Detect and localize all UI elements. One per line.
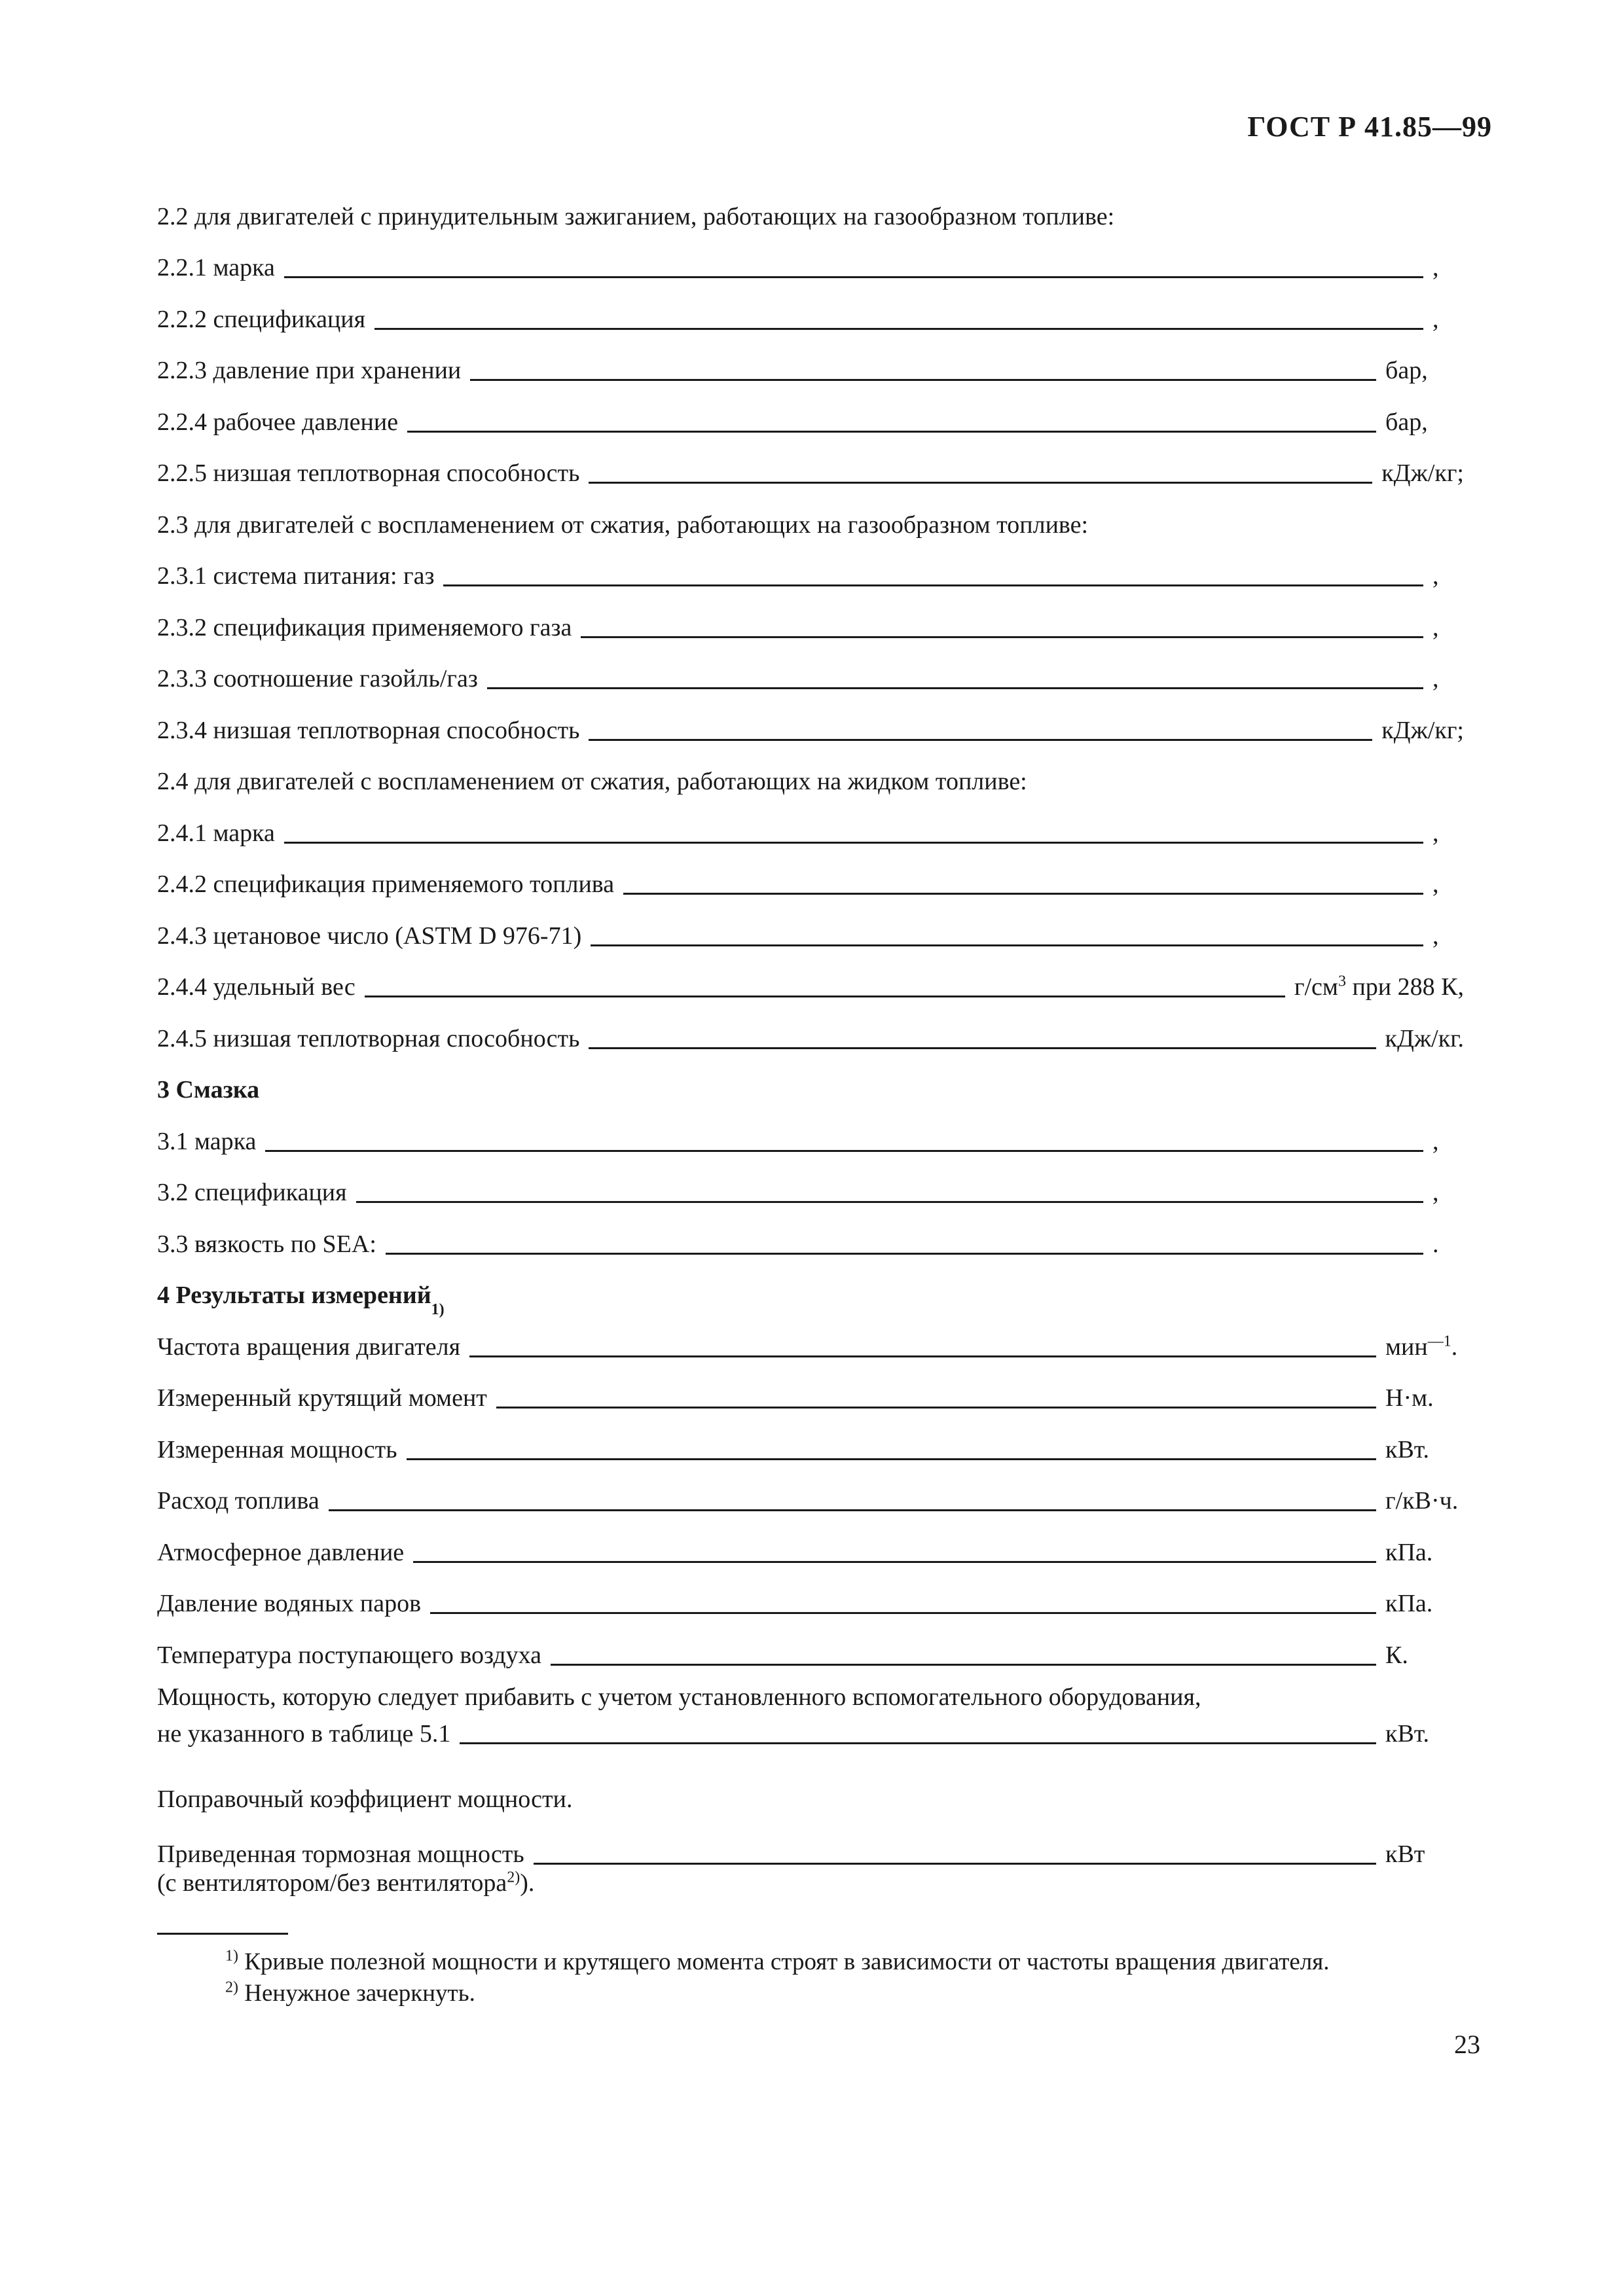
fill-in-field[interactable] xyxy=(589,1047,1376,1049)
fill-in-field[interactable] xyxy=(265,1149,1423,1152)
section-heading xyxy=(157,754,1464,806)
row-unit xyxy=(1432,819,1464,848)
fill-in-field[interactable] xyxy=(430,1611,1376,1614)
form-rows xyxy=(157,188,1464,1679)
unit-text: бар, xyxy=(1385,408,1428,436)
fill-in-field[interactable] xyxy=(329,1509,1376,1511)
row-unit xyxy=(1385,1486,1464,1515)
unit-text: , xyxy=(1432,613,1439,641)
row-label: 2.2.5 низшая теплотворная способность xyxy=(157,459,580,487)
unit-text: г/кВ·ч. xyxy=(1385,1487,1459,1515)
row-label: Измеренная мощность xyxy=(157,1435,397,1463)
row-label: 2.3.3 соотношение газойль/газ xyxy=(157,665,478,692)
fill-in-field[interactable] xyxy=(284,276,1423,278)
row-label: 3.1 марка xyxy=(157,1127,257,1155)
form-row xyxy=(157,343,1464,395)
brake-power-unit: кВт xyxy=(1385,1840,1425,1868)
row-label: 3.2 спецификация xyxy=(157,1179,347,1206)
row-label: 2.3.2 спецификация применяемого газа xyxy=(157,613,572,641)
row-label: 2.4 для двигателей с воспламенением от сжатия, работающих на жидком топливе: xyxy=(157,768,1027,795)
unit-superscript: 3 xyxy=(1338,973,1346,990)
fill-in-field[interactable] xyxy=(407,430,1376,433)
footnote-1 xyxy=(157,1946,1464,1978)
footnote-2-mark: 2) xyxy=(225,1979,238,1996)
fill-in-field[interactable] xyxy=(407,1458,1376,1460)
fill-in-field[interactable] xyxy=(374,327,1423,330)
additional-power-field[interactable] xyxy=(460,1742,1376,1744)
unit-text: , xyxy=(1432,870,1439,898)
unit-text: кПа. xyxy=(1385,1590,1433,1617)
row-unit xyxy=(1432,870,1464,899)
footnotes xyxy=(157,1946,1464,2009)
brake-power-field[interactable] xyxy=(534,1862,1376,1865)
row-unit xyxy=(1432,562,1464,590)
row-unit xyxy=(1385,1538,1464,1567)
unit-text: кПа. xyxy=(1385,1538,1433,1566)
row-unit xyxy=(1385,1589,1464,1618)
additional-power-unit: кВт. xyxy=(1385,1719,1430,1748)
brake-power-note-text: (с вентилятором/без вентилятора xyxy=(157,1869,507,1897)
fill-in-field[interactable] xyxy=(356,1200,1423,1203)
row-unit xyxy=(1432,1127,1464,1156)
fill-in-field[interactable] xyxy=(470,378,1376,381)
form-row xyxy=(157,394,1464,446)
form-row xyxy=(157,960,1464,1011)
row-unit xyxy=(1381,716,1464,745)
fill-in-field[interactable] xyxy=(496,1406,1376,1408)
fill-in-field[interactable] xyxy=(551,1663,1376,1666)
footnote-1-mark: 1) xyxy=(225,1947,238,1965)
fill-in-field[interactable] xyxy=(623,892,1423,895)
row-label: 2.3 для двигателей с воспламенением от сжатия, работающих на газообразном топливе: xyxy=(157,511,1089,539)
row-unit xyxy=(1432,664,1464,693)
row-unit xyxy=(1381,459,1464,488)
row-label: 4 Результаты измерений xyxy=(157,1282,431,1309)
row-label: 2.2.3 давление при хранении xyxy=(157,357,462,384)
form-row xyxy=(157,446,1464,497)
row-label: 2.4.1 марка xyxy=(157,819,275,847)
row-label: 2.4.2 спецификация применяемого топлива xyxy=(157,870,615,898)
brake-power-note-mark: 2) xyxy=(507,1868,520,1886)
footnote-2-text: Ненужное зачеркнуть. xyxy=(238,1979,475,2007)
form-row xyxy=(157,1524,1464,1576)
unit-tail: при 288 К, xyxy=(1345,973,1464,1001)
unit-text: кДж/кг; xyxy=(1381,716,1464,744)
form-row xyxy=(157,1422,1464,1473)
unit-text: , xyxy=(1432,1179,1439,1206)
fill-in-field[interactable] xyxy=(443,584,1423,586)
unit-text: , xyxy=(1432,254,1439,281)
row-label: 2.3.1 система питания: газ xyxy=(157,562,435,590)
form-row xyxy=(157,1216,1464,1268)
row-unit xyxy=(1385,356,1464,385)
form-row xyxy=(157,702,1464,754)
fill-in-field[interactable] xyxy=(469,1355,1376,1357)
correction-factor-row xyxy=(157,1757,1464,1823)
row-unit xyxy=(1432,253,1464,282)
row-unit xyxy=(1432,1230,1464,1259)
row-unit xyxy=(1432,305,1464,334)
row-label: 2.2.2 спецификация xyxy=(157,305,366,333)
form-row xyxy=(157,857,1464,908)
correction-factor-label: Поправочный коэффициент мощности. xyxy=(157,1785,573,1813)
row-unit xyxy=(1385,1024,1464,1053)
unit-text: . xyxy=(1432,1230,1439,1258)
form-row xyxy=(157,1113,1464,1165)
additional-power-label-line2: не указанного в таблице 5.1 xyxy=(157,1719,451,1748)
unit-text: кВт. xyxy=(1385,1435,1430,1463)
row-unit xyxy=(1294,973,1464,1001)
form-content xyxy=(157,188,1464,2009)
form-row xyxy=(157,240,1464,292)
brake-power-label: Приведенная тормозная мощность xyxy=(157,1840,524,1868)
form-row xyxy=(157,1011,1464,1062)
row-label: 2.4.4 удельный вес xyxy=(157,973,356,1001)
fill-in-field[interactable] xyxy=(365,995,1285,997)
unit-text: кДж/кг; xyxy=(1381,459,1464,487)
form-row xyxy=(157,1165,1464,1217)
row-label: Давление водяных паров xyxy=(157,1590,422,1617)
row-label: Атмосферное давление xyxy=(157,1538,405,1566)
row-label: 2.4.5 низшая теплотворная способность xyxy=(157,1024,580,1052)
row-label: 2.2 для двигателей с принудительным зажиганием, работающих на газообразном топливе: xyxy=(157,202,1115,230)
section-heading xyxy=(157,188,1464,240)
additional-power-label-line1: Мощность, которую следует прибавить с учетом установленного вспомогательного оборудования, xyxy=(157,1683,1201,1711)
form-row xyxy=(157,908,1464,960)
unit-text: , xyxy=(1432,819,1439,847)
unit-text: , xyxy=(1432,1127,1439,1155)
fill-in-field[interactable] xyxy=(591,944,1423,946)
unit-text: мин xyxy=(1385,1333,1428,1361)
row-label: 2.2.4 рабочее давление xyxy=(157,408,399,436)
unit-text: кДж/кг. xyxy=(1385,1024,1464,1052)
form-row xyxy=(157,1319,1464,1371)
row-label: Измеренный крутящий момент xyxy=(157,1384,487,1412)
unit-text: бар, xyxy=(1385,357,1428,384)
form-row xyxy=(157,1473,1464,1525)
form-row xyxy=(157,651,1464,703)
row-label: 2.4.3 цетановое число (ASTM D 976-71) xyxy=(157,922,582,950)
row-unit xyxy=(1385,1641,1464,1670)
section-heading xyxy=(157,497,1464,548)
form-row xyxy=(157,548,1464,600)
unit-tail: . xyxy=(1451,1333,1458,1361)
form-row xyxy=(157,600,1464,651)
unit-text: , xyxy=(1432,922,1439,950)
fill-in-field[interactable] xyxy=(589,738,1372,741)
row-label: Температура поступающего воздуха xyxy=(157,1641,542,1669)
unit-text: г/см xyxy=(1294,973,1338,1001)
form-row xyxy=(157,291,1464,343)
unit-text: , xyxy=(1432,305,1439,333)
row-label: 2.3.4 низшая теплотворная способность xyxy=(157,716,580,744)
row-label: Частота вращения двигателя xyxy=(157,1333,461,1361)
form-row xyxy=(157,1627,1464,1679)
unit-superscript: —1 xyxy=(1427,1332,1451,1350)
fill-in-field[interactable] xyxy=(589,481,1372,484)
row-unit xyxy=(1385,1333,1464,1361)
row-label: Расход топлива xyxy=(157,1487,319,1515)
fill-in-field[interactable] xyxy=(487,687,1423,689)
brake-power-note xyxy=(157,1869,1464,1897)
row-unit xyxy=(1432,1178,1464,1207)
unit-text: К. xyxy=(1385,1641,1408,1669)
row-label: 2.2.1 марка xyxy=(157,254,275,281)
section-heading xyxy=(157,1062,1464,1114)
unit-text: , xyxy=(1432,562,1439,590)
row-label: 3.3 вязкость по SEA: xyxy=(157,1230,376,1258)
footnote-1-text: Кривые полезной мощности и крутящего момента строят в зависимости от частоты вращения двигателя. xyxy=(238,1948,1330,1975)
form-row xyxy=(157,805,1464,857)
row-unit xyxy=(1385,1435,1464,1464)
brake-power-note-tail: ). xyxy=(520,1869,535,1897)
fill-in-field[interactable] xyxy=(284,841,1423,844)
fill-in-field[interactable] xyxy=(413,1560,1376,1563)
row-unit xyxy=(1432,613,1464,642)
footnote-divider xyxy=(157,1933,288,1935)
footnote-2 xyxy=(157,1978,1464,2009)
row-unit xyxy=(1385,1384,1464,1412)
unit-text: , xyxy=(1432,665,1439,692)
row-unit xyxy=(1385,408,1464,437)
document-id: ГОСТ Р 41.85—99 xyxy=(1247,111,1492,143)
page-number: 23 xyxy=(1454,2030,1480,2059)
additional-power-row xyxy=(157,1683,1464,1757)
unit-text: Н·м. xyxy=(1385,1384,1434,1412)
row-unit xyxy=(1432,922,1464,950)
form-row xyxy=(157,1371,1464,1422)
row-label: 3 Смазка xyxy=(157,1076,260,1103)
form-row xyxy=(157,1576,1464,1628)
brake-power-row xyxy=(157,1832,1464,1907)
section-heading: 4 Результаты измерений 1) xyxy=(157,1282,445,1318)
fill-in-field[interactable] xyxy=(581,636,1423,638)
fill-in-field[interactable] xyxy=(386,1252,1423,1255)
